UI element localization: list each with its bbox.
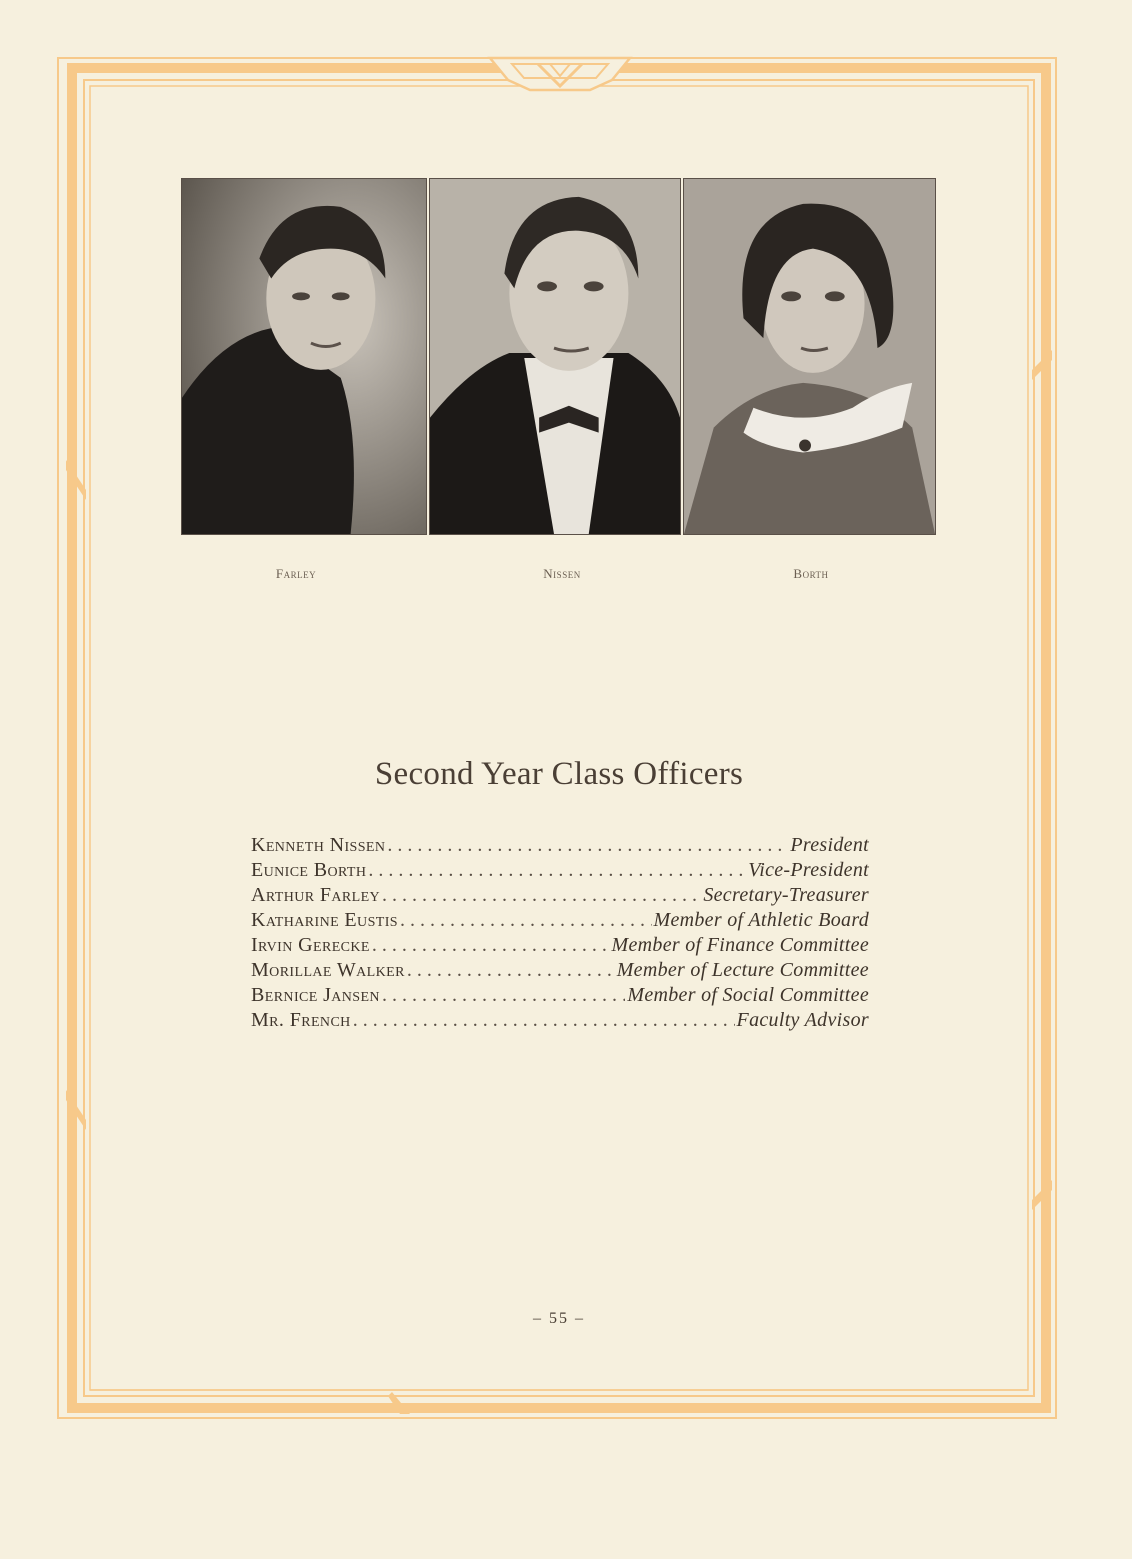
officer-role: Member of Social Committee <box>627 984 869 1006</box>
caption-borth: Borth <box>793 566 829 581</box>
officer-role: Secretary-Treasurer <box>703 884 869 906</box>
caption-nissen: Nissen <box>543 566 581 581</box>
officer-name: Katharine Eustis <box>251 909 398 931</box>
page-title: Second Year Class Officers <box>374 756 744 792</box>
officer-role: Member of Lecture Committee <box>616 959 869 981</box>
officer-role: Faculty Advisor <box>736 1009 869 1031</box>
officer-role: President <box>790 834 869 856</box>
officer-name: Morillae Walker <box>251 959 405 981</box>
officer-role: Member of Athletic Board <box>653 909 869 931</box>
officer-name: Bernice Jansen <box>251 984 380 1006</box>
officer-role: Member of Finance Committee <box>611 934 869 956</box>
officer-name: Arthur Farley <box>251 884 381 906</box>
officer-name: Mr. French <box>251 1009 351 1031</box>
caption-farley: Farley <box>275 566 317 581</box>
page-number: – 55 – <box>533 1310 585 1327</box>
officer-name: Irvin Gerecke <box>251 934 370 956</box>
officer-name: Eunice Borth <box>251 859 367 881</box>
officer-name: Kenneth Nissen <box>251 834 386 856</box>
officer-role: Vice-President <box>748 859 869 881</box>
